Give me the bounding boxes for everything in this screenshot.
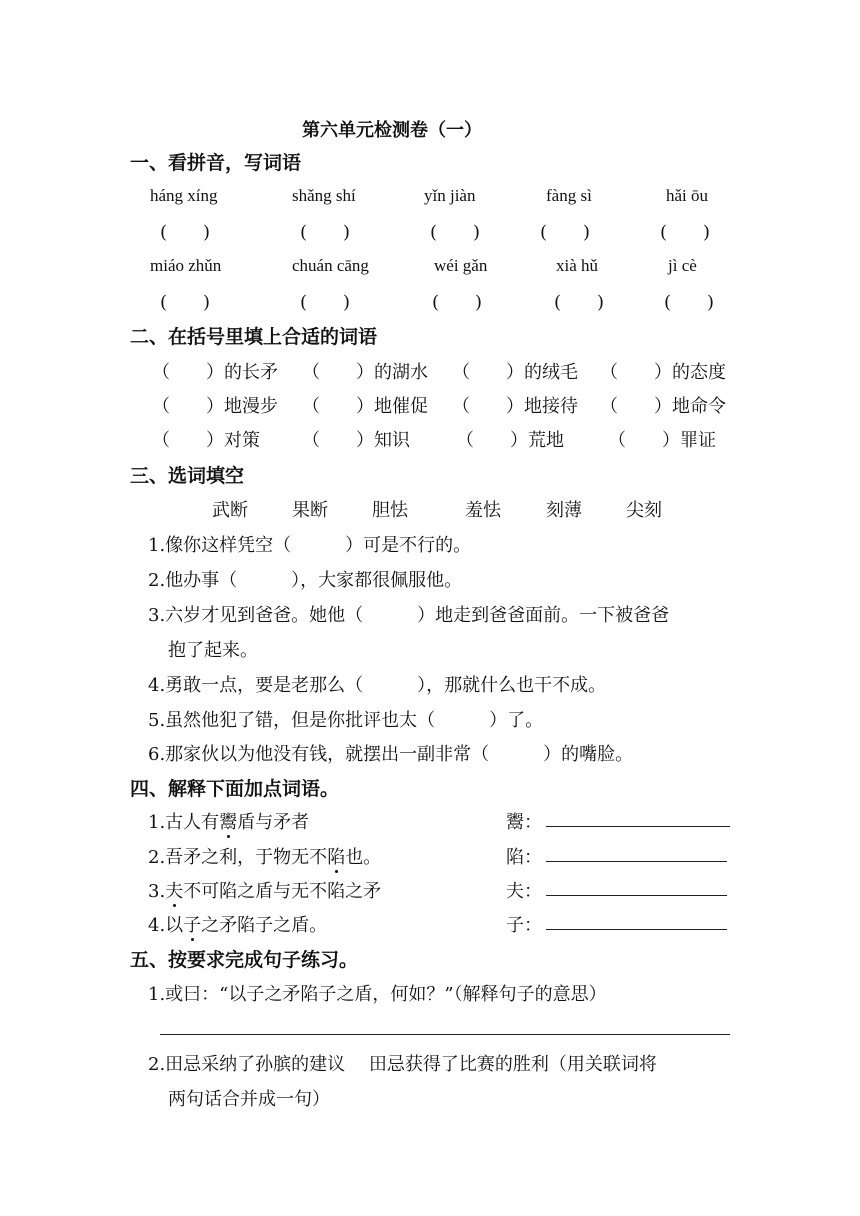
explain-key: 子： [506,915,542,936]
word-choice: 刻薄 [546,500,582,521]
pinyin-3: yǐn jiàn [424,186,476,205]
answer-line[interactable] [546,861,727,862]
word-choice: 羞怯 [465,500,501,521]
sentence-task-cont: 两句话合并成一句） [168,1089,330,1110]
question-item: 2.他办事（ ），大家都很佩服他。 [148,570,463,591]
explain-pre: 1.古人有 [148,812,220,833]
fill-item: （ ）地命令 [600,396,726,417]
fill-item: （ ）荒地 [456,430,564,451]
question-item: 3.六岁才见到爸爸。她他（ ）地走到爸爸面前。一下被爸爸 [148,605,670,626]
sentence-task: 1.或曰：“以子之矛陷子之盾，何如？”（解释句子的意思） [148,984,607,1005]
explain-key: 夫： [506,881,542,902]
answer-line[interactable] [546,895,727,896]
explain-pre: 4.以 [148,915,184,936]
section-1-heading: 一、看拼音，写词语 [130,152,302,174]
pinyin-8: wéi gǎn [434,256,488,275]
explain-key: 陷： [506,847,542,868]
answer-paren-8[interactable]: ( ) [432,292,483,313]
word-choice: 果断 [292,500,328,521]
fill-item: （ ）知识 [302,430,410,451]
answer-paren-5[interactable]: ( ) [660,222,711,243]
explain-key: 鬻： [506,812,542,833]
explain-item [148,843,381,869]
explain-item [148,911,327,937]
dotted-word: 陷 [327,847,346,868]
pinyin-1: háng xíng [150,186,218,205]
section-4-heading: 四、解释下面加点词语。 [130,778,340,800]
pinyin-6: miáo zhǔn [150,256,222,275]
explain-post: 也。 [345,847,382,868]
fill-item: （ ）的态度 [600,362,726,383]
answer-paren-3[interactable]: ( ) [430,222,481,243]
question-item: 6.那家伙以为他没有钱，就摆出一副非常（ ）的嘴脸。 [148,744,634,765]
answer-paren-6[interactable]: ( ) [160,292,211,313]
answer-line[interactable] [546,826,730,827]
answer-line[interactable] [546,929,727,930]
word-choice: 武断 [212,500,248,521]
question-item-cont: 抱了起来。 [168,640,258,661]
explain-pre: 3. [148,881,166,902]
sentence-task: 2.田忌采纳了孙膑的建议 田忌获得了比赛的胜利（用关联词将 [148,1054,657,1075]
answer-paren-7[interactable]: ( ) [300,292,351,313]
fill-item: （ ）地漫步 [152,396,278,417]
explain-post: 不可陷之盾与无不陷之矛 [183,881,382,902]
fill-item: （ ）对策 [152,430,260,451]
explain-post: 盾与矛者 [237,812,310,833]
fill-item: （ ）罪证 [608,430,716,451]
pinyin-5: hǎi ōu [666,186,709,205]
pinyin-4: fàng sì [546,186,592,205]
section-2-heading: 二、在括号里填上合适的词语 [130,326,378,348]
dotted-word: 夫 [165,881,184,902]
fill-item: （ ）的长矛 [152,362,278,383]
dotted-word: 鬻 [219,812,238,833]
question-item: 4.勇敢一点，要是老那么（ ），那就什么也干不成。 [148,675,607,696]
pinyin-10: jì cè [668,256,697,275]
page-title: 第六单元检测卷（一） [302,120,482,141]
question-item: 1.像你这样凭空（ ）可是不行的。 [148,535,472,556]
explain-post: 之矛陷子之盾。 [201,915,328,936]
explain-item [148,808,309,834]
fill-item: （ ）地催促 [302,396,428,417]
fill-item: （ ）的绒毛 [452,362,578,383]
fill-item: （ ）的湖水 [302,362,428,383]
section-5-heading: 五、按要求完成句子练习。 [130,949,359,971]
question-item: 5.虽然他犯了错，但是你批评也太（ ）了。 [148,710,544,731]
answer-paren-10[interactable]: ( ) [664,292,715,313]
explain-pre: 2.吾矛之利，于物无不 [148,847,328,868]
answer-paren-9[interactable]: ( ) [554,292,605,313]
answer-line[interactable] [160,1034,730,1035]
section-3-heading: 三、选词填空 [130,465,245,487]
pinyin-2: shǎng shí [292,186,356,205]
word-choice: 胆怯 [372,500,408,521]
pinyin-9: xià hǔ [556,256,599,275]
answer-paren-4[interactable]: ( ) [540,222,591,243]
pinyin-7: chuán cāng [292,256,369,275]
fill-item: （ ）地接待 [452,396,578,417]
answer-paren-1[interactable]: ( ) [160,222,211,243]
dotted-word: 子 [183,915,202,936]
explain-item [148,877,381,903]
answer-paren-2[interactable]: ( ) [300,222,351,243]
word-choice: 尖刻 [626,500,662,521]
